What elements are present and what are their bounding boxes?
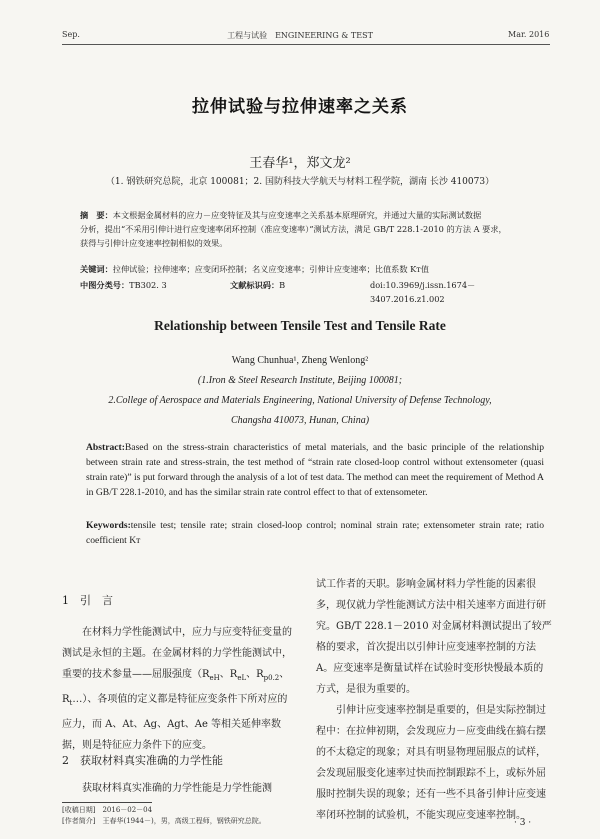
classification-line <box>80 278 540 304</box>
doc-code: B <box>279 280 286 290</box>
english-authors: Wang Chunhua¹, Zheng Wenlong² <box>231 355 369 366</box>
left-column-paragraph-1: 在材料力学性能测试中，应力与应变特征变量的测试是永恒的主题。在金属材料的力学性能测试中，重要的技术参量——屈服强度（$R_{eH}$、$R_{eL}$、$R_{p0.2}$、$R_t\dots$）、各项值的定义都是特征应变条件下所对应的应力，而 A、At、Ag、Agt、Ae 等相关延伸率数据，则是特征应力条件下的应变。 <box>62 627 292 751</box>
doi: doi:10.3969/j.issn.1674－3407.2016.z1.002 <box>370 280 476 304</box>
header-date: Mar. 2016 <box>508 30 550 39</box>
right-paragraph-1: 试工作者的天职。影响金属材料力学性能的因素很多，现仅就力学性能测试方法中相关速率方面进行研究。GB/T 228.1－2010 对金属材料测试提出了较严格的要求，首次提出以引伸计应变速率控制的方法 A。应变速率是衡量试样在试验时变形快慢最本质的方式，是很为重要的。 <box>316 579 552 695</box>
english-abstract <box>86 440 544 500</box>
english-abstract-label: Abstract: <box>86 442 125 453</box>
chinese-keywords-label: 关键词： <box>80 264 113 274</box>
intro-text-a: 在材料力学性能测试中，应力与应变特征变量的测试是永恒的主题。在金属材料的力学性能测试中，重要的技术参量——屈服强度（R <box>62 627 292 680</box>
chinese-affiliation: （1. 钢铁研究总院，北京 100081；2. 国防科技大学航天与材料工程学院，湖南 长沙 410073） <box>105 177 495 187</box>
left-column-paragraph-2 <box>62 778 294 799</box>
right-paragraph-2: 引伸计应变速率控制是重要的，但是实际控制过程中：在拉伸初期，会发现应力－应变曲线在搞右摆的不太稳定的现象；对具有明显物理屈服点的试样，会发现屈服变化速率过快而控制跟踪不上，或标外屈服时控制失误的现象；还有一些不具备引伸计应变速率闭环控制的试验机，不能实现应变速率控制。 <box>316 705 546 821</box>
footnote-rule <box>62 802 152 803</box>
section-2-heading: 2 获取材料真实准确的力学性能 <box>62 754 223 767</box>
english-abstract-text: Based on the stress-strain characteristics of metal materials, and the basic principle of the relationship between strain rate and stress-strain, the test method of “strain rate closed-loop control without extensometer (quasi strain rate)” is put forward through the analysis of a lot of test data. The method can meet the requirement of Method A in GB/T 228.1-2010, and has the similar strain rate control effect to that of extensometer. <box>86 442 544 498</box>
chinese-abstract-label: 摘 要： <box>80 210 113 220</box>
section-1-heading: 1 引 言 <box>62 594 113 607</box>
intro-text-b: ）、各项值的定义都是特征应变条件下所对应的应力，而 A、At、Ag、Agt、Ae 等相关延伸率数据，则是特征应力条件下的应变。 <box>62 694 288 751</box>
chinese-abstract <box>80 208 540 250</box>
chinese-authors: 王春华¹，郑文龙² <box>249 156 351 171</box>
chinese-title: 拉伸试验与拉伸速率之关系 <box>192 97 408 117</box>
english-title: Relationship between Tensile Test and Tensile Rate <box>154 318 446 333</box>
english-keywords-text: tensile test; tensile rate; strain closed-loop control; nominal strain rate; extensometer strain rate; ratio coefficient Kт <box>86 520 544 546</box>
english-keywords <box>86 518 544 548</box>
english-affiliation-2: 2.College of Aerospace and Materials Engineering, National University of Defense Technology, <box>108 395 492 406</box>
section-2-text: 获取材料真实准确的力学性能是力学性能测 <box>82 783 272 794</box>
chinese-abstract-line-2: 分析，提出“不采用引伸计进行应变速率闭环控制（准应变速率）”测试方法，满足 GB/T 228.1-2010 的方法 A 要求， <box>80 224 507 234</box>
footnote-author: [作者简介] 王春华(1944－)，男，高级工程师，钢铁研究总院。 <box>62 817 266 825</box>
chinese-abstract-line-1: 本文根据金属材料的应力－应变特征及其与应变速率之关系基本原理研究，并通过大量的实际测试数据 <box>112 210 482 220</box>
english-affiliation-3: Changsha 410073, Hunan, China) <box>230 415 370 426</box>
right-column <box>316 574 552 826</box>
header-left: Sep. <box>62 30 80 39</box>
doc-code-label: 文献标识码： <box>230 280 280 290</box>
header-journal: 工程与试验 ENGINEERING & TEST <box>227 31 373 40</box>
chinese-keywords-text: 拉伸试验；拉伸速率；应变闭环控制；名义应变速率；引伸计应变速率；比值系数 Kт值 <box>112 264 429 274</box>
chinese-abstract-line-3: 获得与引伸计应变速率控制相似的效果。 <box>80 238 228 248</box>
english-keywords-label: Keywords: <box>86 520 131 531</box>
page-number: · 3 · <box>514 818 532 828</box>
header-rule <box>62 44 550 45</box>
clc-number: TB302. 3 <box>129 280 167 290</box>
english-affiliation-1: (1.Iron & Steel Research Institute, Beijing 100081; <box>197 375 403 386</box>
clc-label: 中图分类号： <box>80 280 130 290</box>
chinese-keywords <box>80 262 540 276</box>
footnote-received: [收稿日期] 2016－02－04 <box>62 806 153 814</box>
